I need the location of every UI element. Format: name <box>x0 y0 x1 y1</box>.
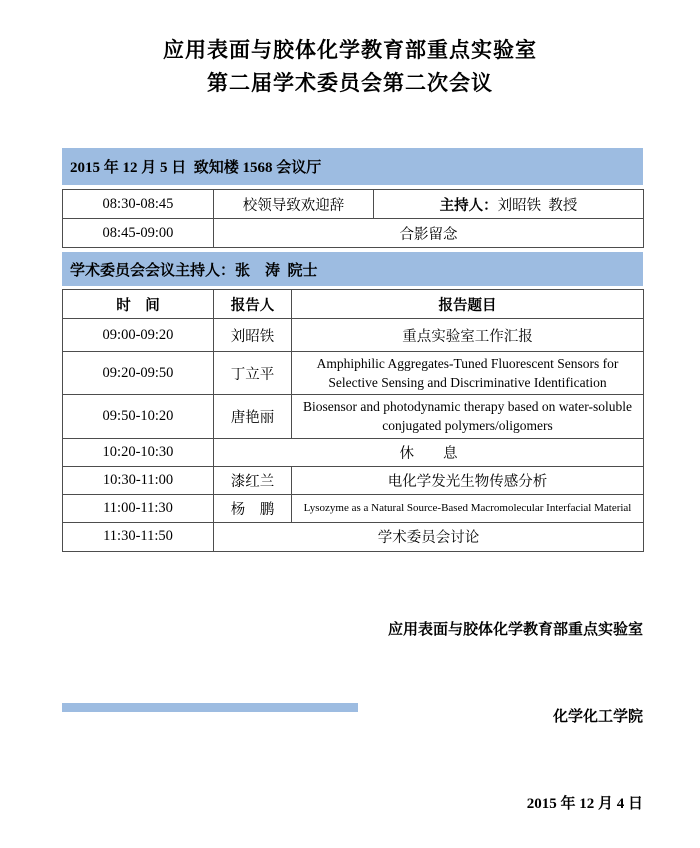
signature-block <box>388 558 643 848</box>
title-column-header: 报告题目 <box>292 290 644 319</box>
time-cell: 11:00-11:30 <box>63 494 214 522</box>
document-title <box>0 0 700 100</box>
time-cell: 09:20-09:50 <box>63 352 214 395</box>
event-cell: 校领导致欢迎辞 <box>214 190 374 219</box>
talk-title-cell: 重点实验室工作汇报 <box>292 319 644 352</box>
table-row <box>63 190 644 219</box>
signature-school: 化学化工学院 <box>552 709 643 725</box>
speaker-column-header: 报告人 <box>214 290 292 319</box>
talk-title-cell: Amphiphilic Aggregates-Tuned Fluorescent Sensors for Selective Sensing and Discriminative Identification <box>292 352 644 395</box>
talks-schedule-table <box>62 289 644 552</box>
time-cell: 08:45-09:00 <box>63 219 214 248</box>
committee-chair-banner: 学术委员会会议主持人：张 涛 院士 <box>62 252 643 286</box>
talk-title-cell: Lysozyme as a Natural Source-Based Macromolecular Interfacial Material <box>292 494 644 522</box>
column-header-row <box>63 290 644 319</box>
time-cell: 10:30-11:00 <box>63 466 214 494</box>
speaker-cell: 漆红兰 <box>214 466 292 494</box>
event-cell: 合影留念 <box>214 219 644 248</box>
table-row <box>63 395 644 438</box>
time-cell: 09:50-10:20 <box>63 395 214 438</box>
session-header-banner: 2015 年 12 月 5 日 致知楼 1568 会议厅 <box>62 148 643 185</box>
break-cell: 休 息 <box>214 438 644 466</box>
opening-schedule-table <box>62 189 644 248</box>
table-row <box>63 319 644 352</box>
time-cell: 11:30-11:50 <box>63 522 214 551</box>
schedule-table-area <box>62 148 643 552</box>
time-cell: 09:00-09:20 <box>63 319 214 352</box>
table-row <box>63 466 644 494</box>
time-cell: 10:20-10:30 <box>63 438 214 466</box>
table-row <box>63 219 644 248</box>
table-row <box>63 438 644 466</box>
title-line-1: 应用表面与胶体化学教育部重点实验室 <box>163 38 537 62</box>
next-page-header-partial <box>62 703 358 712</box>
title-line-2: 第二届学术委员会第二次会议 <box>207 71 493 95</box>
time-cell: 08:30-08:45 <box>63 190 214 219</box>
table-row <box>63 352 644 395</box>
table-row <box>63 522 644 551</box>
discussion-cell: 学术委员会讨论 <box>214 522 644 551</box>
speaker-cell: 丁立平 <box>214 352 292 395</box>
signature-org: 应用表面与胶体化学教育部重点实验室 <box>387 622 643 638</box>
table-row <box>63 494 644 522</box>
signature-date: 2015 年 12 月 4 日 <box>526 796 643 812</box>
speaker-cell: 唐艳丽 <box>214 395 292 438</box>
host-label: 主持人： <box>439 197 498 214</box>
talk-title-cell: Biosensor and photodynamic therapy based on water-soluble conjugated polymers/oligomers <box>292 395 644 438</box>
time-column-header: 时 间 <box>63 290 214 319</box>
talk-title-cell: 电化学发光生物传感分析 <box>292 466 644 494</box>
host-cell <box>374 190 644 219</box>
speaker-cell: 杨 鹏 <box>214 494 292 522</box>
host-name: 刘昭铁 教授 <box>497 197 578 214</box>
speaker-cell: 刘昭铁 <box>214 319 292 352</box>
